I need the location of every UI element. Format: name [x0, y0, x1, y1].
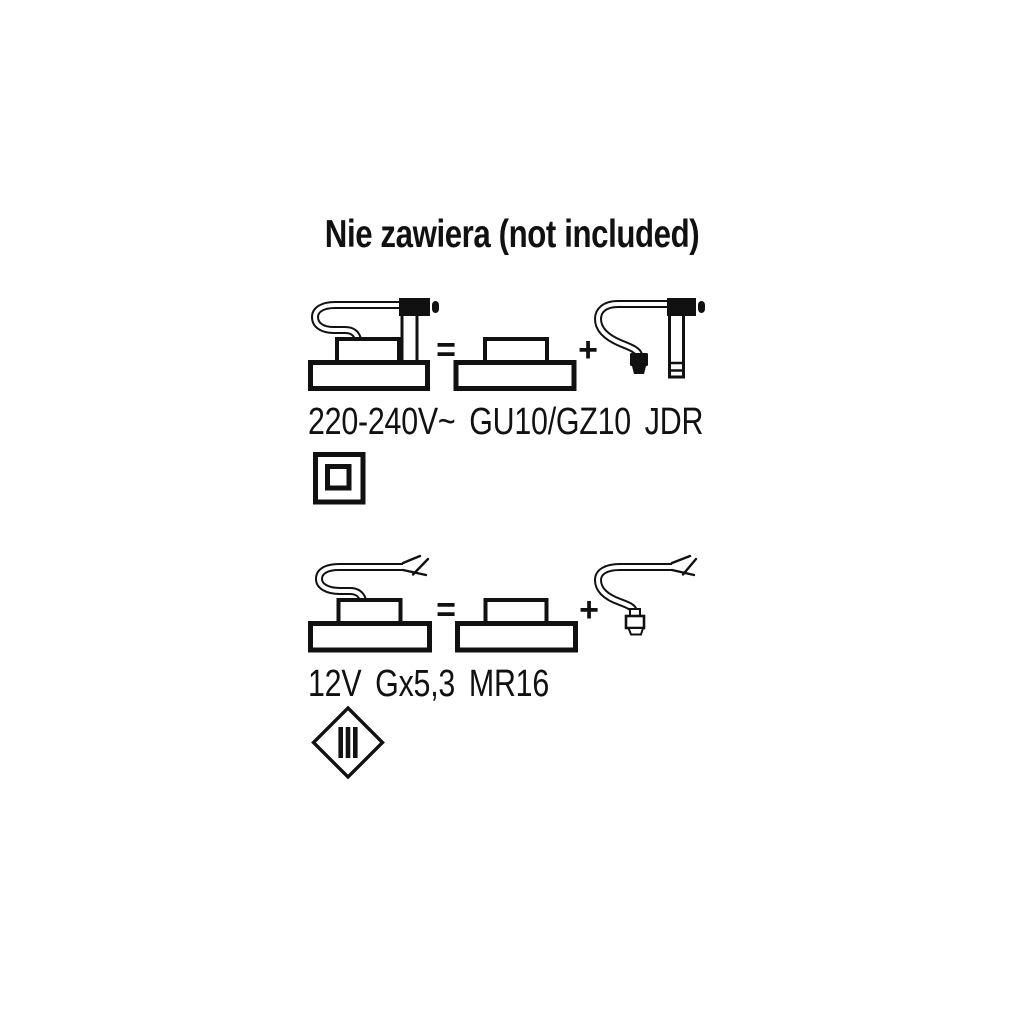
converter-bar: [353, 727, 358, 758]
cable-plug: [630, 353, 648, 366]
holder-skirt: [629, 628, 644, 635]
cable-wire-core: [598, 304, 667, 355]
bare-wire-ends: [672, 556, 696, 575]
fixture-base: [456, 363, 574, 389]
page-title: [0, 213, 1024, 257]
fixture-only: [458, 600, 576, 650]
fixture-only: [456, 339, 574, 389]
lamp-connector-tip: [432, 301, 439, 313]
gu10-equation-diagram: [296, 284, 720, 394]
page-title-text: Nie zawiera (not included): [324, 213, 700, 256]
fixture-with-lamp-assembly: [311, 298, 440, 389]
fixture-top-housing: [485, 339, 547, 362]
spec-label-mr16: 12V Gx5,3 MR16: [308, 663, 550, 705]
spec-label-gu10: 220-240V~ GU10/GZ10 JDR: [308, 401, 704, 443]
cable-wire: [598, 567, 672, 611]
holder-body: [626, 616, 644, 628]
plus-sign: +: [579, 591, 599, 629]
gx53-holder-with-wires: [598, 556, 696, 635]
fixture-top-housing: [486, 600, 547, 623]
fixture-top-housing: [337, 339, 399, 362]
lamp-connector-black: [399, 298, 430, 316]
cable-wire-core: [598, 567, 672, 611]
cable-wire-core: [315, 305, 399, 340]
plus-sign: +: [578, 331, 598, 369]
inner-square: [328, 467, 350, 489]
fixture-with-wires-assembly: [311, 556, 430, 650]
fixture-base: [458, 624, 576, 651]
cable-plug-skirt: [632, 366, 646, 374]
mr16-equation-diagram: [296, 548, 720, 660]
cable-wire-core: [319, 567, 403, 600]
converter-bar: [346, 727, 351, 758]
lamp-tube: [670, 314, 684, 377]
independent-converter-icon: [303, 698, 393, 788]
gu10-lamp-with-cable: [598, 298, 705, 377]
fixture-base: [311, 363, 428, 389]
fixture-top-housing: [339, 600, 401, 623]
lamp-connector-black: [667, 298, 696, 316]
converter-bars: [338, 727, 357, 758]
equals-sign: =: [436, 591, 456, 629]
bare-wire-ends: [403, 556, 428, 575]
equals-sign: =: [436, 331, 456, 369]
class-ii-double-insulation-icon: [308, 448, 372, 510]
fixture-base: [311, 624, 430, 651]
lamp-connector-tip: [698, 301, 705, 313]
installed-lamp-tube: [402, 314, 417, 362]
converter-bar: [338, 727, 343, 758]
